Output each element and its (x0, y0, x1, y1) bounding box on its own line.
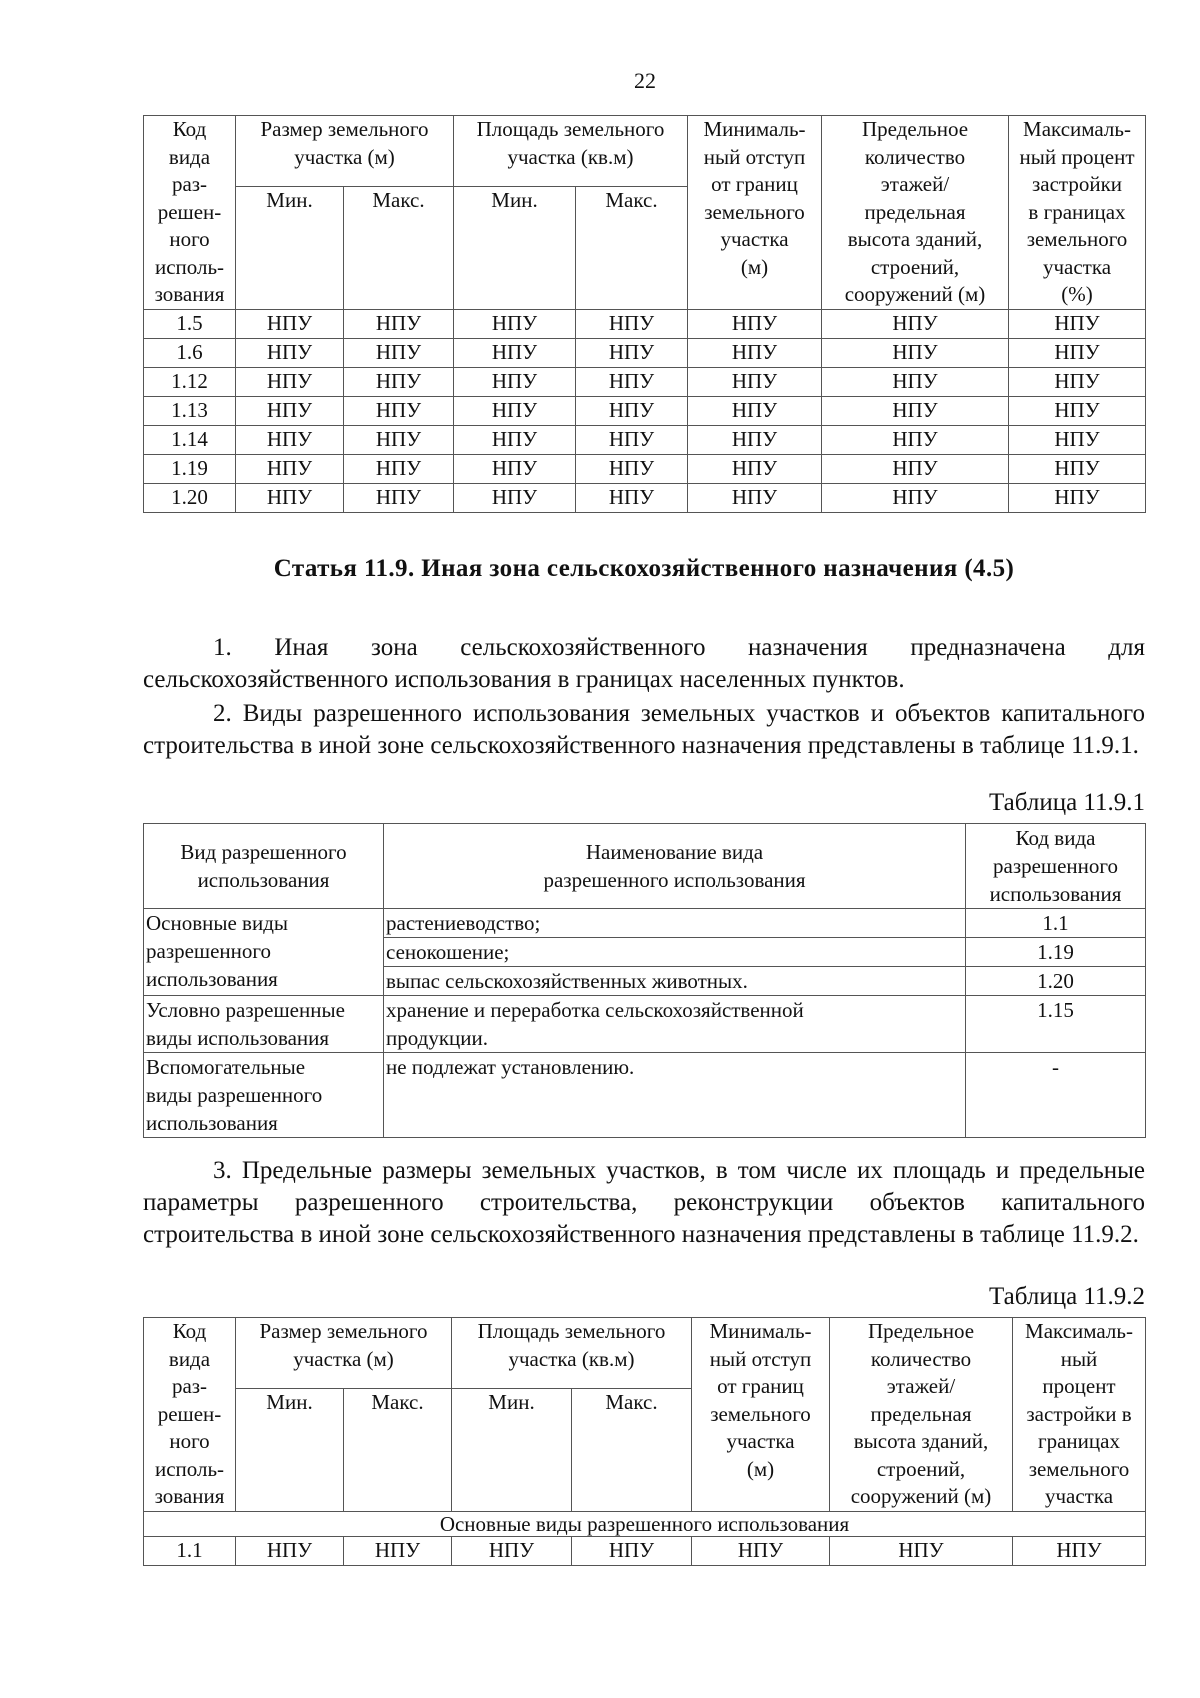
value-cell: НПУ (1009, 367, 1146, 396)
value-cell: НПУ (344, 396, 454, 425)
code-cell: 1.19 (966, 938, 1146, 967)
table-row (144, 1053, 1146, 1138)
params-table-continued (143, 115, 1146, 513)
value-cell: НПУ (236, 1536, 344, 1565)
value-cell: НПУ (688, 338, 822, 367)
value-cell: НПУ (454, 396, 576, 425)
name-cell: растениеводство; (384, 909, 966, 938)
value-cell: НПУ (688, 425, 822, 454)
value-cell: НПУ (822, 454, 1009, 483)
header-kind: Вид разрешенного использования (144, 824, 384, 909)
value-cell: НПУ (576, 454, 688, 483)
table-row (144, 309, 1146, 338)
value-cell: НПУ (692, 1536, 830, 1565)
kind-cell: Условно разрешенные виды использования (144, 996, 384, 1053)
code-cell: 1.14 (144, 425, 236, 454)
value-cell: НПУ (688, 396, 822, 425)
value-cell: НПУ (576, 396, 688, 425)
name-cell: хранение и переработка сельскохозяйственной продукции. (384, 996, 966, 1053)
header-max: Макс. (576, 187, 688, 310)
value-cell: НПУ (688, 367, 822, 396)
value-cell: НПУ (236, 309, 344, 338)
header-max: Макс. (344, 187, 454, 310)
value-cell: НПУ (454, 483, 576, 512)
header-plot-area: Площадь земельного участка (кв.м) (452, 1318, 692, 1389)
table-row (144, 483, 1146, 512)
header-max-coverage: Максималь- ный процент застройки в границах земельного участка (%) (1009, 116, 1146, 310)
value-cell: НПУ (688, 454, 822, 483)
table-row (144, 996, 1146, 1053)
table-row (144, 909, 1146, 938)
kind-cell: Вспомогательные виды разрешенного использования (144, 1053, 384, 1138)
value-cell: НПУ (822, 425, 1009, 454)
code-cell: 1.13 (144, 396, 236, 425)
value-cell: НПУ (1009, 454, 1146, 483)
code-cell: 1.1 (144, 1536, 236, 1565)
paragraph-1: 1. Иная зона сельскохозяйственного назначения предназначена для сельскохозяйственного использования в границах населенных пунктов. (143, 634, 1145, 693)
value-cell: НПУ (822, 483, 1009, 512)
params-table-11-9-2 (143, 1317, 1146, 1566)
table-row (144, 338, 1146, 367)
header-code: Код вида раз- решен- ного исполь- зования (144, 116, 236, 310)
value-cell: НПУ (822, 396, 1009, 425)
value-cell: НПУ (1013, 1536, 1146, 1565)
page-number: 22 (634, 68, 656, 93)
value-cell: НПУ (454, 454, 576, 483)
name-cell: сенокошение; (384, 938, 966, 967)
value-cell: НПУ (1009, 338, 1146, 367)
name-cell: выпас сельскохозяйственных животных. (384, 967, 966, 996)
header-code: Код вида раз- решен- ного исполь- зования (144, 1318, 236, 1512)
value-cell: НПУ (454, 309, 576, 338)
value-cell: НПУ (236, 338, 344, 367)
value-cell: НПУ (452, 1536, 572, 1565)
value-cell: НПУ (454, 338, 576, 367)
value-cell: НПУ (822, 367, 1009, 396)
table-row (144, 454, 1146, 483)
value-cell: НПУ (688, 483, 822, 512)
article-heading: Статья 11.9. Иная зона сельскохозяйственного назначения (4.5) (273, 555, 1015, 582)
code-cell: 1.1 (966, 909, 1146, 938)
header-max-floors: Предельное количество этажей/ предельная высота зданий, строений, сооружений (м) (822, 116, 1009, 310)
value-cell: НПУ (576, 309, 688, 338)
value-cell: НПУ (344, 309, 454, 338)
header-code: Код вида разрешенного использования (966, 824, 1146, 909)
header-max: Макс. (572, 1389, 692, 1512)
value-cell: НПУ (1009, 425, 1146, 454)
section-row-label: Основные виды разрешенного использования (144, 1511, 1146, 1536)
code-cell: - (966, 1053, 1146, 1138)
value-cell: НПУ (344, 1536, 452, 1565)
header-max: Макс. (344, 1389, 452, 1512)
name-cell: не подлежат установлению. (384, 1053, 966, 1138)
value-cell: НПУ (822, 309, 1009, 338)
header-plot-size: Размер земельного участка (м) (236, 1318, 452, 1389)
code-cell: 1.15 (966, 996, 1146, 1053)
value-cell: НПУ (830, 1536, 1013, 1565)
header-min-setback: Минималь- ный отступ от границ земельного участка (м) (692, 1318, 830, 1512)
value-cell: НПУ (236, 483, 344, 512)
value-cell: НПУ (236, 367, 344, 396)
table-row (144, 396, 1146, 425)
code-cell: 1.12 (144, 367, 236, 396)
header-min: Мин. (452, 1389, 572, 1512)
value-cell: НПУ (688, 309, 822, 338)
header-plot-size: Размер земельного участка (м) (236, 116, 454, 187)
header-plot-area: Площадь земельного участка (кв.м) (454, 116, 688, 187)
value-cell: НПУ (344, 367, 454, 396)
table-caption-11-9-1: Таблица 11.9.1 (989, 789, 1145, 816)
header-min: Мин. (454, 187, 576, 310)
value-cell: НПУ (454, 425, 576, 454)
value-cell: НПУ (1009, 396, 1146, 425)
code-cell: 1.19 (144, 454, 236, 483)
value-cell: НПУ (1009, 309, 1146, 338)
value-cell: НПУ (576, 425, 688, 454)
header-min-setback: Минималь- ный отступ от границ земельного участка (м) (688, 116, 822, 310)
table-row (144, 1536, 1146, 1565)
value-cell: НПУ (572, 1536, 692, 1565)
table-row (144, 425, 1146, 454)
permitted-use-table (143, 823, 1146, 1138)
value-cell: НПУ (576, 483, 688, 512)
value-cell: НПУ (344, 483, 454, 512)
value-cell: НПУ (576, 367, 688, 396)
value-cell: НПУ (454, 367, 576, 396)
table-row (144, 367, 1146, 396)
table-caption-11-9-2: Таблица 11.9.2 (989, 1283, 1145, 1310)
code-cell: 1.20 (966, 967, 1146, 996)
code-cell: 1.20 (144, 483, 236, 512)
value-cell: НПУ (236, 396, 344, 425)
value-cell: НПУ (344, 454, 454, 483)
value-cell: НПУ (236, 425, 344, 454)
value-cell: НПУ (822, 338, 1009, 367)
value-cell: НПУ (236, 454, 344, 483)
value-cell: НПУ (344, 425, 454, 454)
value-cell: НПУ (1009, 483, 1146, 512)
code-cell: 1.5 (144, 309, 236, 338)
code-cell: 1.6 (144, 338, 236, 367)
paragraph-2: 2. Виды разрешенного использования земельных участков и объектов капитального строительства в иной зоне сельскохозяйственного назначения представлены в таблице 11.9.1. (143, 700, 1145, 759)
header-max-floors: Предельное количество этажей/ предельная высота зданий, строений, сооружений (м) (830, 1318, 1013, 1512)
header-max-coverage: Максималь- ный процент застройки в границах земельного участка (1013, 1318, 1146, 1512)
header-min: Мин. (236, 187, 344, 310)
header-min: Мин. (236, 1389, 344, 1512)
value-cell: НПУ (576, 338, 688, 367)
kind-cell: Основные виды разрешенного использования (144, 909, 384, 996)
value-cell: НПУ (344, 338, 454, 367)
paragraph-3: 3. Предельные размеры земельных участков, в том числе их площадь и предельные параметры разрешенного строительства, реконструкции объектов капитального строительства в иной зоне сельскохозяйственного назначения представлены в таблице 11.9.2. (143, 1157, 1145, 1248)
header-name: Наименование вида разрешенного использования (384, 824, 966, 909)
